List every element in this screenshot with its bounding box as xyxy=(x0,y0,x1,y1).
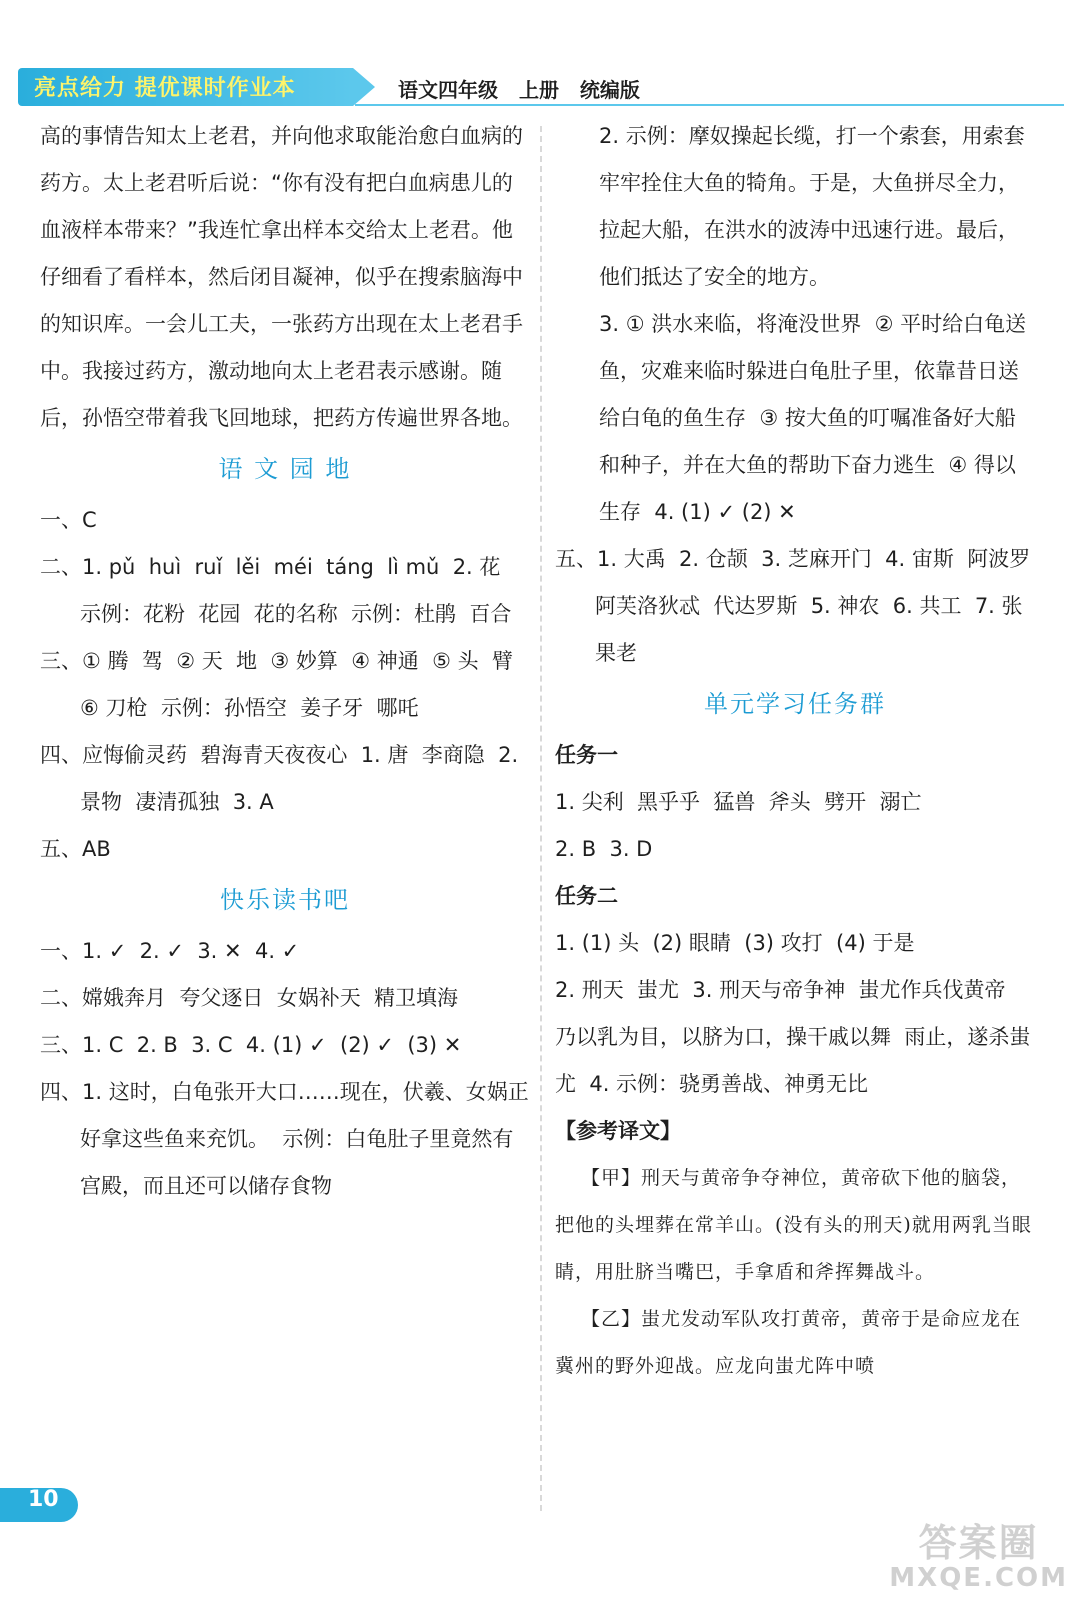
answer-item: 二、1. pǔ huì ruǐ lěi méi táng lì mǔ 2. 花 示例：花粉 花园 花的名称 示例：杜鹃 百合 xyxy=(40,555,514,626)
answer-item: 三、1. C 2. B 3. C 4. (1) ✓ (2) ✓ (3) ✕ xyxy=(40,1033,462,1057)
answer-item: 二、嫦娥奔月 夸父逐日 女娲补天 精卫填海 xyxy=(40,986,459,1010)
section-title-kuaile-dushuba: 快乐读书吧 xyxy=(220,886,350,914)
section-title-yuwen-yuandi: 语 文 园 地 xyxy=(218,455,352,483)
answer-item: 2. B 3. D xyxy=(555,837,653,861)
left-column xyxy=(40,113,530,1210)
answer-item: 三、① 腾 驾 ② 天 地 ③ 妙算 ④ 神通 ⑤ 头 臂 ⑥ 刀枪 示例：孙悟空 姜子牙 哪吒 xyxy=(40,649,527,720)
answer-item: 四、应悔偷灵药 碧海青天夜夜心 1. 唐 李商隐 2. 景物 凄清孤独 3. A xyxy=(40,743,525,814)
right-column xyxy=(555,113,1044,1390)
answer-item: 四、1. 这时，白龟张开大口……现在，伏羲、女娲正好拿这些鱼来充饥。 示例：白龟肚子里竟然有宫殿，而且还可以储存食物 xyxy=(40,1080,529,1198)
column-divider xyxy=(540,126,542,1511)
watermark-url: MXQE.COM xyxy=(889,1563,1068,1593)
page-number: 10 xyxy=(28,1487,59,1512)
answer-item: 一、C xyxy=(40,508,97,532)
task-heading: 任务二 xyxy=(555,884,618,908)
answer-item: 3. ① 洪水来临，将淹没世界 ② 平时给白龟送鱼，灾难来临时躲进白龟肚子里，依靠昔日送给白龟的鱼生存 ③ 按大鱼的叮嘱准备好大船和种子，并在大鱼的帮助下奋力逃生 ④ 得以生存 4. (1) ✓ (2) ✕ xyxy=(599,312,1027,524)
answer-item: 五、AB xyxy=(40,837,111,861)
section-title-danyuan-renwuqun: 单元学习任务群 xyxy=(704,690,886,718)
answer-item: 一、1. ✓ 2. ✓ 3. ✕ 4. ✓ xyxy=(40,939,300,963)
answer-item: 2. 刑天 蚩尤 3. 刑天与帝争神 蚩尤作兵伐黄帝 乃以乳为目，以脐为口，操干戚以舞 雨止，遂杀蚩尤 4. 示例：骁勇善战、神勇无比 xyxy=(555,978,1031,1096)
reference-translation-heading: 【参考译文】 xyxy=(555,1119,681,1143)
book-brand: 亮点给力 提优课时作业本 xyxy=(34,76,296,101)
header-rule xyxy=(355,104,1064,106)
book-subtitle: 语文四年级 上册 统编版 xyxy=(398,78,640,102)
answer-item: 1. (1) 头 (2) 眼睛 (3) 攻打 (4) 于是 xyxy=(555,931,915,955)
story-paragraph: 高的事情告知太上老君，并向他求取能治愈白血病的药方。太上老君听后说：“你有没有把白血病患儿的血液样本带来？”我连忙拿出样本交给太上老君。他仔细看了看样本，然后闭目凝神，似乎在搜索脑海中的知识库。一会儿工夫，一张药方出现在太上老君手中。我接过药方，激动地向太上老君表示感谢。随后，孙悟空带着我飞回地球，把药方传遍世界各地。 xyxy=(40,124,523,430)
answer-item: 五、1. 大禹 2. 仓颉 3. 芝麻开门 4. 宙斯 阿波罗 阿芙洛狄忒 代达罗斯 5. 神农 6. 共工 7. 张果老 xyxy=(555,547,1044,665)
translation-jia: 【甲】刑天与黄帝争夺神位，黄帝砍下他的脑袋，把他的头埋葬在常羊山。(没有头的刑天)就用两乳当眼睛，用肚脐当嘴巴，手拿盾和斧挥舞战斗。 xyxy=(555,1167,1032,1283)
answer-item: 1. 尖利 黑乎乎 猛兽 斧头 劈开 溺亡 xyxy=(555,790,922,814)
watermark-text: 答案圈 xyxy=(918,1521,1039,1565)
translation-yi: 【乙】蚩尤发动军队攻打黄帝，黄帝于是命应龙在冀州的野外迎战。应龙向蚩尤阵中喷 xyxy=(555,1308,1022,1377)
task-heading: 任务一 xyxy=(555,743,618,767)
answer-item: 2. 示例：摩奴操起长缆，打一个索套，用索套牢牢拴住大鱼的犄角。于是，大鱼拼尽全力，拉起大船，在洪水的波涛中迅速行进。最后，他们抵达了安全的地方。 xyxy=(599,124,1025,289)
watermark xyxy=(889,1522,1068,1592)
